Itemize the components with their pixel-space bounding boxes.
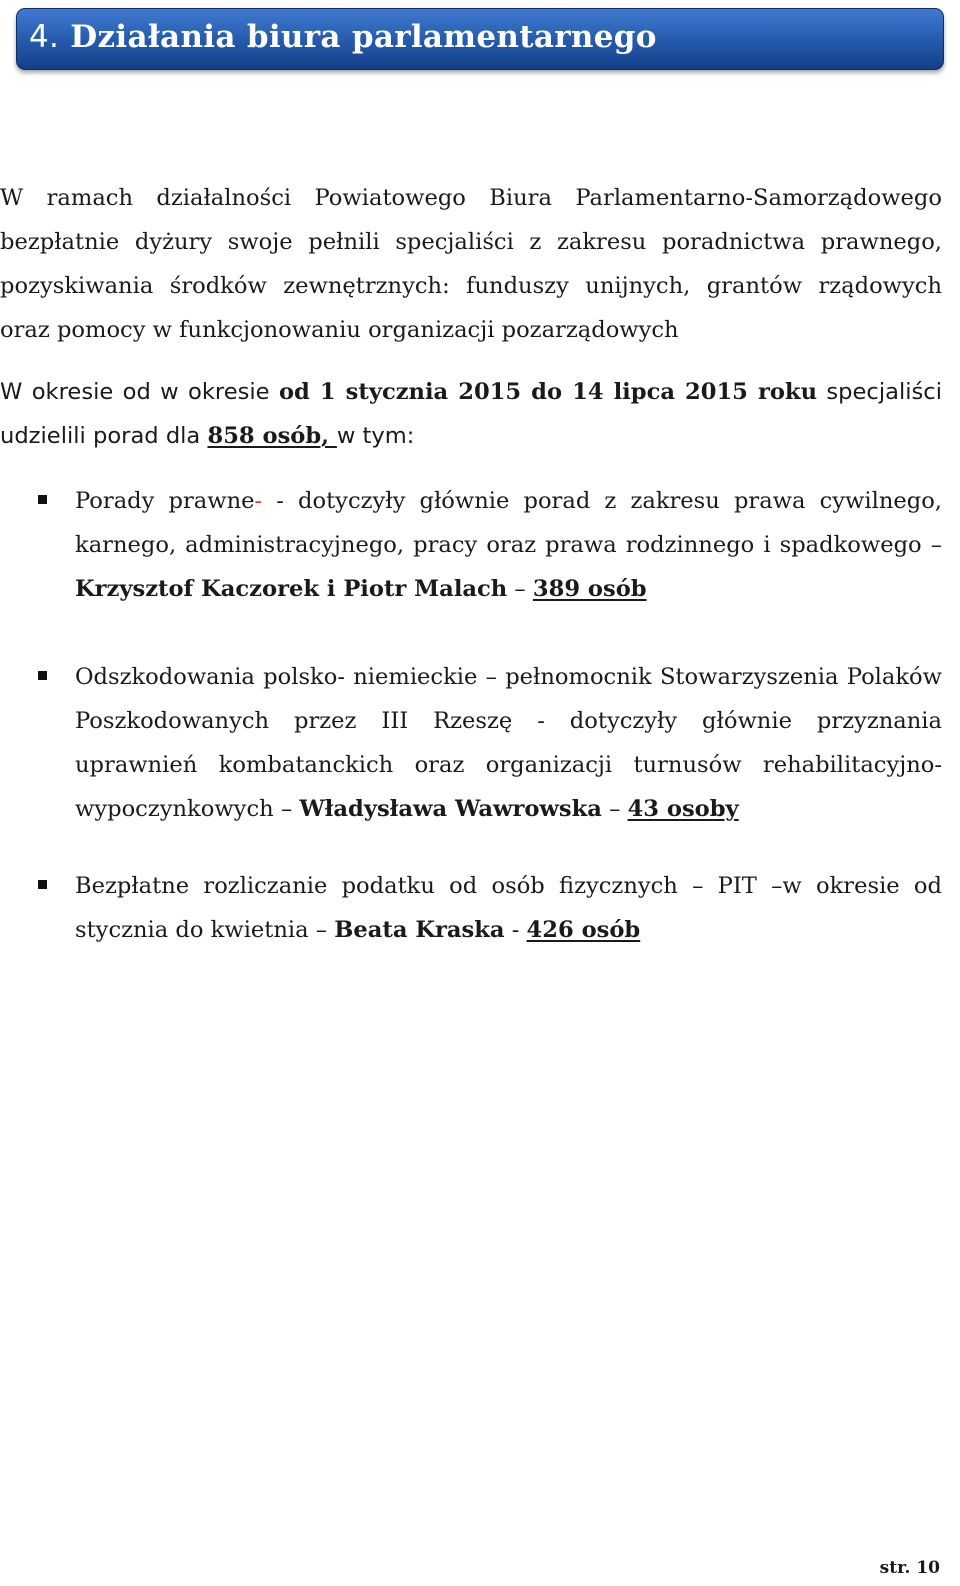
item-count: 426 osób bbox=[526, 917, 641, 943]
item-names: Władysława Wawrowska bbox=[299, 796, 602, 822]
square-bullet-icon bbox=[38, 671, 47, 680]
section-title-text: Działania biura parlamentarnego bbox=[70, 19, 657, 55]
list-item bbox=[38, 864, 942, 952]
intro-paragraph: W ramach działalności Powiatowego Biura Parlamentarno-Samorządowego bezpłatnie dyżury swoje pełnili specjaliści z zakresu poradnictwa prawnego, pozyskiwania środków zewnętrznych: funduszy unijnych, grantów rządowych oraz pomocy w funkcjonowaniu organizacji pozarządowych bbox=[0, 185, 942, 343]
summary-period: od 1 stycznia 2015 do 14 lipca 2015 roku bbox=[278, 379, 818, 405]
item-count: 43 osoby bbox=[627, 796, 739, 822]
summary-total: 858 osób, bbox=[207, 423, 337, 449]
section-header-bar bbox=[16, 8, 944, 70]
item-names: Beata Kraska bbox=[334, 917, 505, 943]
list-item-text bbox=[75, 864, 942, 952]
item-count: 389 osób bbox=[532, 576, 647, 602]
item-description: Bezpłatne rozliczanie podatku od osób fizycznych – PIT –w okresie od stycznia do kwietnia – bbox=[75, 873, 942, 943]
item-separator: - bbox=[504, 917, 527, 943]
section-number: 4. bbox=[29, 19, 60, 55]
summary-paragraph bbox=[0, 370, 942, 458]
list-item-text bbox=[75, 655, 942, 831]
page-number: str. 10 bbox=[879, 1558, 940, 1578]
item-names: Krzysztof Kaczorek i Piotr Malach bbox=[75, 576, 508, 602]
list-item bbox=[38, 479, 942, 611]
square-bullet-icon bbox=[38, 880, 47, 889]
list-item bbox=[38, 655, 942, 831]
list-item-text bbox=[75, 479, 942, 611]
summary-middle: specjaliści udzielili porad dla bbox=[0, 379, 942, 449]
summary-prefix: W okresie od w okresie bbox=[0, 379, 270, 405]
item-label: Porady prawne bbox=[75, 488, 255, 514]
item-description: - dotyczyły głównie porad z zakresu prawa cywilnego, karnego, administracyjnego, pracy oraz prawa rodzinnego i spadkowego – bbox=[75, 488, 942, 558]
item-description: Odszkodowania polsko- niemieckie – pełnomocnik Stowarzyszenia Polaków Poszkodowanych przez III Rzeszę - dotyczyły głównie przyznania uprawnień kombatanckich oraz organizacji turnusów rehabilitacyjno-wypoczynkowych – bbox=[75, 664, 942, 822]
section-title bbox=[29, 19, 657, 55]
item-separator: – bbox=[601, 796, 628, 822]
item-red-dash: - bbox=[254, 488, 263, 514]
summary-suffix: w tym: bbox=[336, 423, 415, 449]
item-separator: – bbox=[507, 576, 533, 602]
square-bullet-icon bbox=[38, 495, 47, 504]
